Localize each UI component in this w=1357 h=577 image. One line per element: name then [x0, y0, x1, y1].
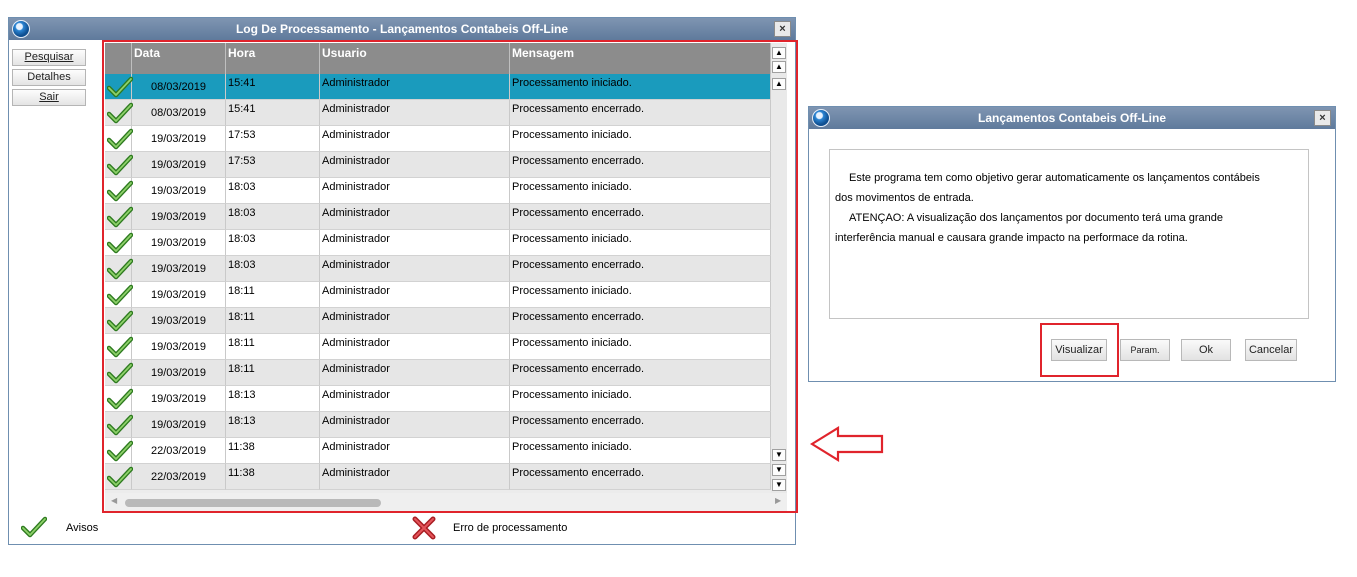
exit-button[interactable]: Sair: [12, 89, 86, 106]
date-cell: 19/03/2019: [132, 412, 226, 438]
time-cell: 18:03: [226, 204, 320, 230]
scroll-right-icon[interactable]: ▶: [775, 496, 782, 505]
date-cell: 08/03/2019: [132, 100, 226, 126]
date-cell: 19/03/2019: [132, 308, 226, 334]
log-window-titlebar: [9, 18, 795, 40]
time-cell: 11:38: [226, 438, 320, 464]
user-cell: Administrador: [320, 100, 510, 126]
legend-warnings-label: Avisos: [66, 522, 99, 534]
arrow-left-icon: [810, 425, 886, 463]
scroll-left-icon[interactable]: ◀: [111, 496, 118, 505]
message-cell: Processamento iniciado.: [510, 282, 771, 308]
legend-error-label: Erro de processamento: [453, 522, 568, 534]
date-cell: 22/03/2019: [132, 464, 226, 490]
date-cell: 19/03/2019: [132, 334, 226, 360]
view-button[interactable]: Visualizar: [1051, 339, 1107, 361]
user-cell: Administrador: [320, 438, 510, 464]
scroll-top-icon[interactable]: ▲: [772, 47, 786, 59]
date-cell: 22/03/2019: [132, 438, 226, 464]
message-cell: Processamento iniciado.: [510, 178, 771, 204]
warning-check-icon: [21, 516, 47, 538]
message-cell: Processamento encerrado.: [510, 256, 771, 282]
scroll-page-down-icon[interactable]: ▼: [772, 464, 786, 476]
user-cell: Administrador: [320, 334, 510, 360]
user-cell: Administrador: [320, 464, 510, 490]
user-cell: Administrador: [320, 256, 510, 282]
message-cell: Processamento iniciado.: [510, 334, 771, 360]
description-line-2: dos movimentos de entrada.: [835, 192, 974, 204]
description-line-4: interferência manual e causara grande impacto na performace da rotina.: [835, 232, 1188, 244]
app-icon: [12, 20, 30, 38]
column-header-user[interactable]: Usuario: [320, 43, 510, 74]
scroll-up-icon[interactable]: ▲: [772, 78, 786, 90]
user-cell: Administrador: [320, 204, 510, 230]
ok-button[interactable]: Ok: [1181, 339, 1231, 361]
description-box: [829, 149, 1309, 319]
time-cell: 18:11: [226, 360, 320, 386]
message-cell: Processamento encerrado.: [510, 464, 771, 490]
date-cell: 19/03/2019: [132, 204, 226, 230]
dialog-title: Lançamentos Contabeis Off-Line: [977, 111, 1167, 125]
date-cell: 08/03/2019: [132, 74, 226, 100]
user-cell: Administrador: [320, 386, 510, 412]
user-cell: Administrador: [320, 74, 510, 100]
date-cell: 19/03/2019: [132, 178, 226, 204]
date-cell: 19/03/2019: [132, 360, 226, 386]
date-cell: 19/03/2019: [132, 152, 226, 178]
time-cell: 17:53: [226, 152, 320, 178]
dialog-titlebar: [809, 107, 1335, 129]
message-cell: Processamento encerrado.: [510, 412, 771, 438]
log-window-close-button[interactable]: ×: [774, 21, 791, 37]
column-header-message[interactable]: Mensagem: [510, 43, 771, 74]
message-cell: Processamento iniciado.: [510, 74, 771, 100]
user-cell: Administrador: [320, 178, 510, 204]
time-cell: 18:13: [226, 386, 320, 412]
user-cell: Administrador: [320, 282, 510, 308]
message-cell: Processamento iniciado.: [510, 438, 771, 464]
time-cell: 15:41: [226, 100, 320, 126]
user-cell: Administrador: [320, 308, 510, 334]
message-cell: Processamento encerrado.: [510, 360, 771, 386]
details-button[interactable]: Detalhes: [12, 69, 86, 86]
time-cell: 15:41: [226, 74, 320, 100]
dialog-close-button[interactable]: ×: [1314, 110, 1331, 126]
message-cell: Processamento encerrado.: [510, 100, 771, 126]
user-cell: Administrador: [320, 360, 510, 386]
message-cell: Processamento iniciado.: [510, 126, 771, 152]
user-cell: Administrador: [320, 152, 510, 178]
message-cell: Processamento encerrado.: [510, 204, 771, 230]
user-cell: Administrador: [320, 126, 510, 152]
message-cell: Processamento iniciado.: [510, 386, 771, 412]
date-cell: 19/03/2019: [132, 256, 226, 282]
date-cell: 19/03/2019: [132, 126, 226, 152]
scroll-down-icon[interactable]: ▼: [772, 449, 786, 461]
scroll-page-up-icon[interactable]: ▲: [772, 61, 786, 73]
message-cell: Processamento iniciado.: [510, 230, 771, 256]
search-button[interactable]: Pesquisar: [12, 49, 86, 66]
time-cell: 18:03: [226, 256, 320, 282]
user-cell: Administrador: [320, 412, 510, 438]
grid-highlight-box: [102, 40, 798, 513]
time-cell: 17:53: [226, 126, 320, 152]
error-x-icon: [412, 516, 436, 540]
message-cell: Processamento encerrado.: [510, 152, 771, 178]
date-cell: 19/03/2019: [132, 230, 226, 256]
time-cell: 18:11: [226, 334, 320, 360]
cancel-button[interactable]: Cancelar: [1245, 339, 1297, 361]
description-line-3: ATENÇAO: A visualização dos lançamentos por documento terá uma grande: [849, 212, 1223, 224]
time-cell: 18:03: [226, 230, 320, 256]
params-button[interactable]: Param.: [1120, 339, 1170, 361]
time-cell: 11:38: [226, 464, 320, 490]
time-cell: 18:03: [226, 178, 320, 204]
user-cell: Administrador: [320, 230, 510, 256]
time-cell: 18:13: [226, 412, 320, 438]
dialog-app-icon: [812, 109, 830, 127]
description-line-1: Este programa tem como objetivo gerar automaticamente os lançamentos contábeis: [849, 172, 1260, 184]
time-cell: 18:11: [226, 282, 320, 308]
column-header-date[interactable]: Data: [132, 43, 226, 74]
date-cell: 19/03/2019: [132, 282, 226, 308]
column-header-time[interactable]: Hora: [226, 43, 320, 74]
message-cell: Processamento encerrado.: [510, 308, 771, 334]
date-cell: 19/03/2019: [132, 386, 226, 412]
view-button-highlight-box: [1040, 323, 1119, 377]
time-cell: 18:11: [226, 308, 320, 334]
log-window-title: Log De Processamento - Lançamentos Contabeis Off-Line: [235, 22, 569, 36]
scroll-bottom-icon[interactable]: ▼: [772, 479, 786, 491]
